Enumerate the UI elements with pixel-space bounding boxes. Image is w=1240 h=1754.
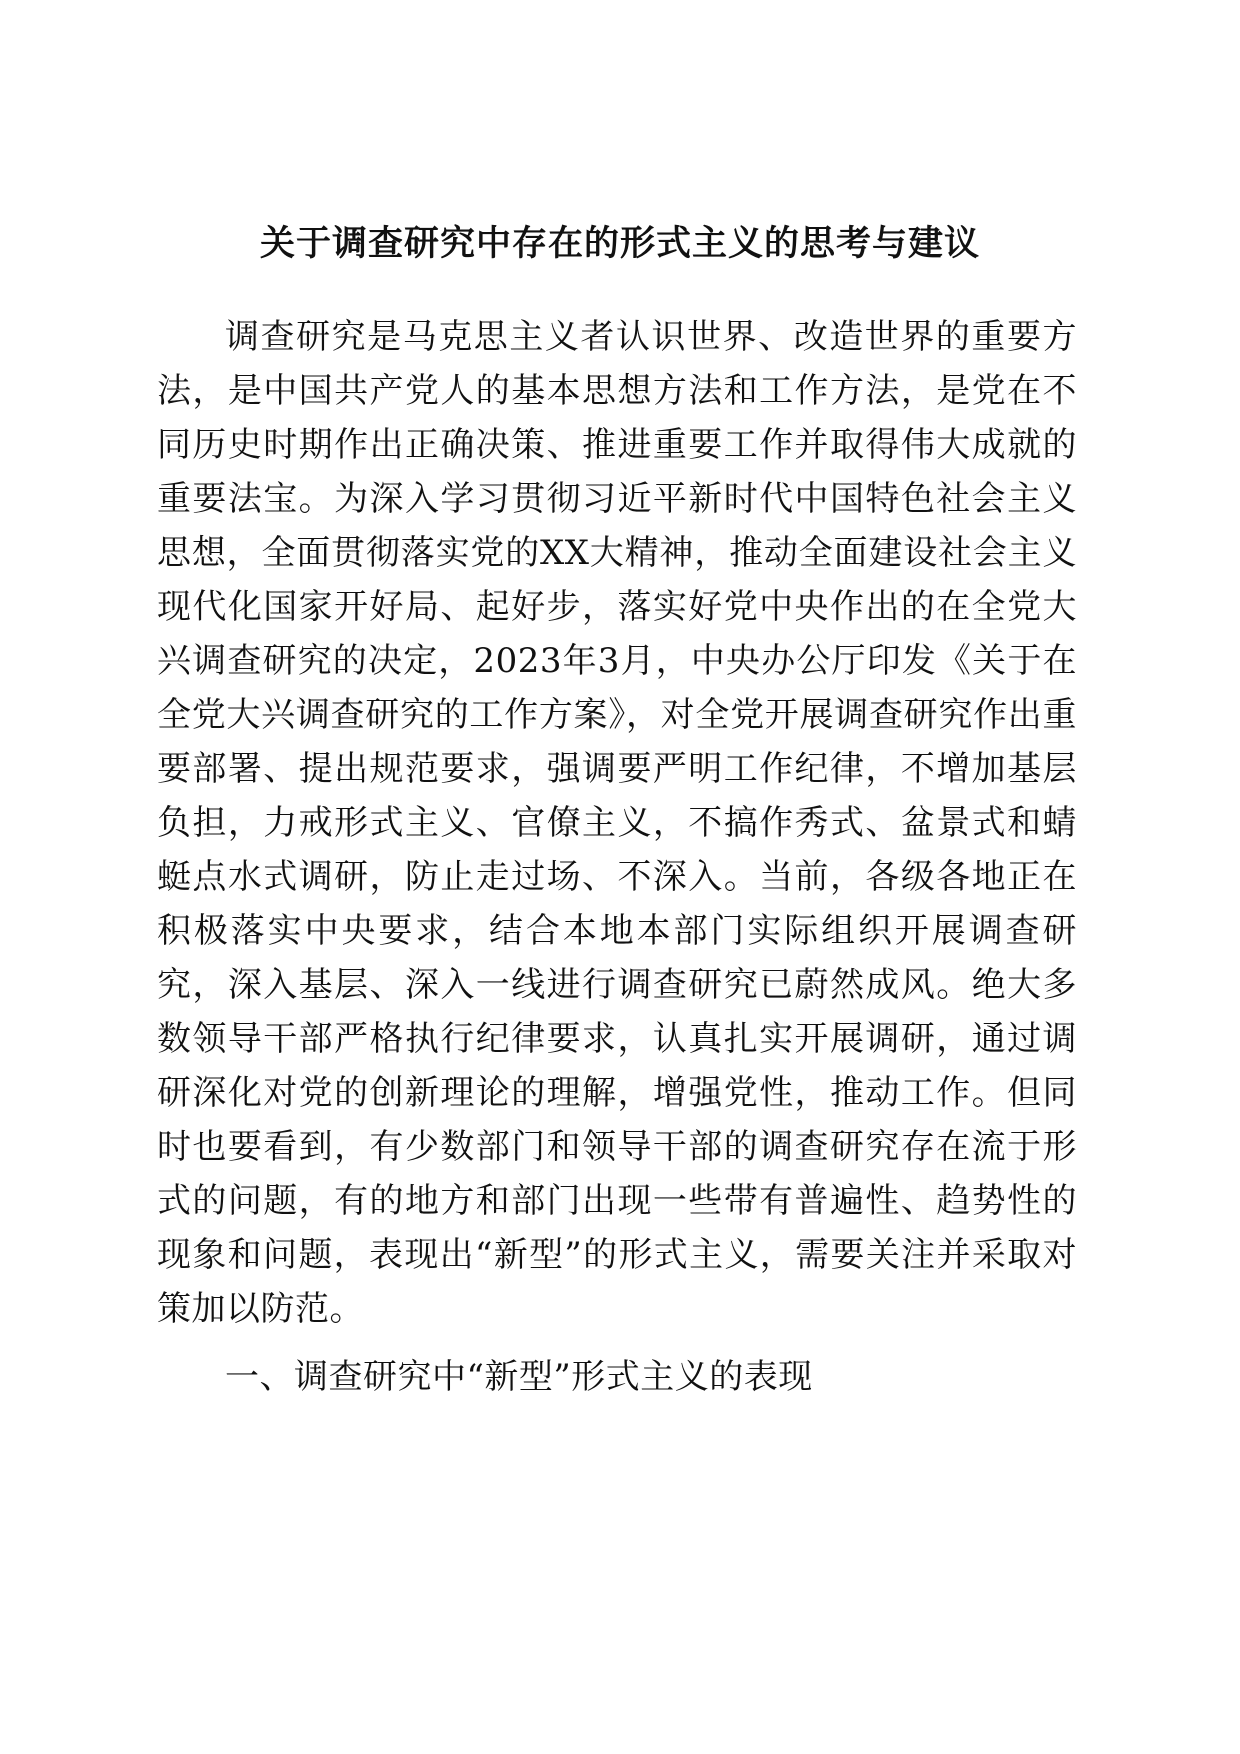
intro-paragraph: 调查研究是马克思主义者认识世界、改造世界的重要方法，是中国共产党人的基本思想方法和工作方法，是党在不同历史时期作出正确决策、推进重要工作并取得伟大成就的重要法宝。为深入学习贯彻习近平新时代中国特色社会主义思想，全面贯彻落实党的XX大精神，推动全面建设社会主义现代化国家开好局、起好步，落实好党中央作出的在全党大兴调查研究的决定，2023年3月，中央办公厅印发《关于在全党大兴调查研究的工作方案》，对全党开展调查研究作出重要部署、提出规范要求，强调要严明工作纪律，不增加基层负担，力戒形式主义、官僚主义，不搞作秀式、盆景式和蜻蜓点水式调研，防止走过场、不深入。当前，各级各地正在积极落实中央要求，结合本地本部门实际组织开展调查研究，深入基层、深入一线进行调查研究已蔚然成风。绝大多数领导干部严格执行纪律要求，认真扎实开展调研，通过调研深化对党的创新理论的理解，增强党性，推动工作。但同时也要看到，有少数部门和领导干部的调查研究存在流于形式的问题，有的地方和部门出现一些带有普遍性、趋势性的现象和问题，表现出“新型”的形式主义，需要关注并采取对策加以防范。 (157, 317, 1077, 1329)
document-title: 关于调查研究中存在的形式主义的思考与建议 (259, 223, 980, 264)
section-heading-1: 一、调查研究中“新型”形式主义的表现 (225, 1357, 813, 1397)
document-body (157, 310, 1077, 1404)
